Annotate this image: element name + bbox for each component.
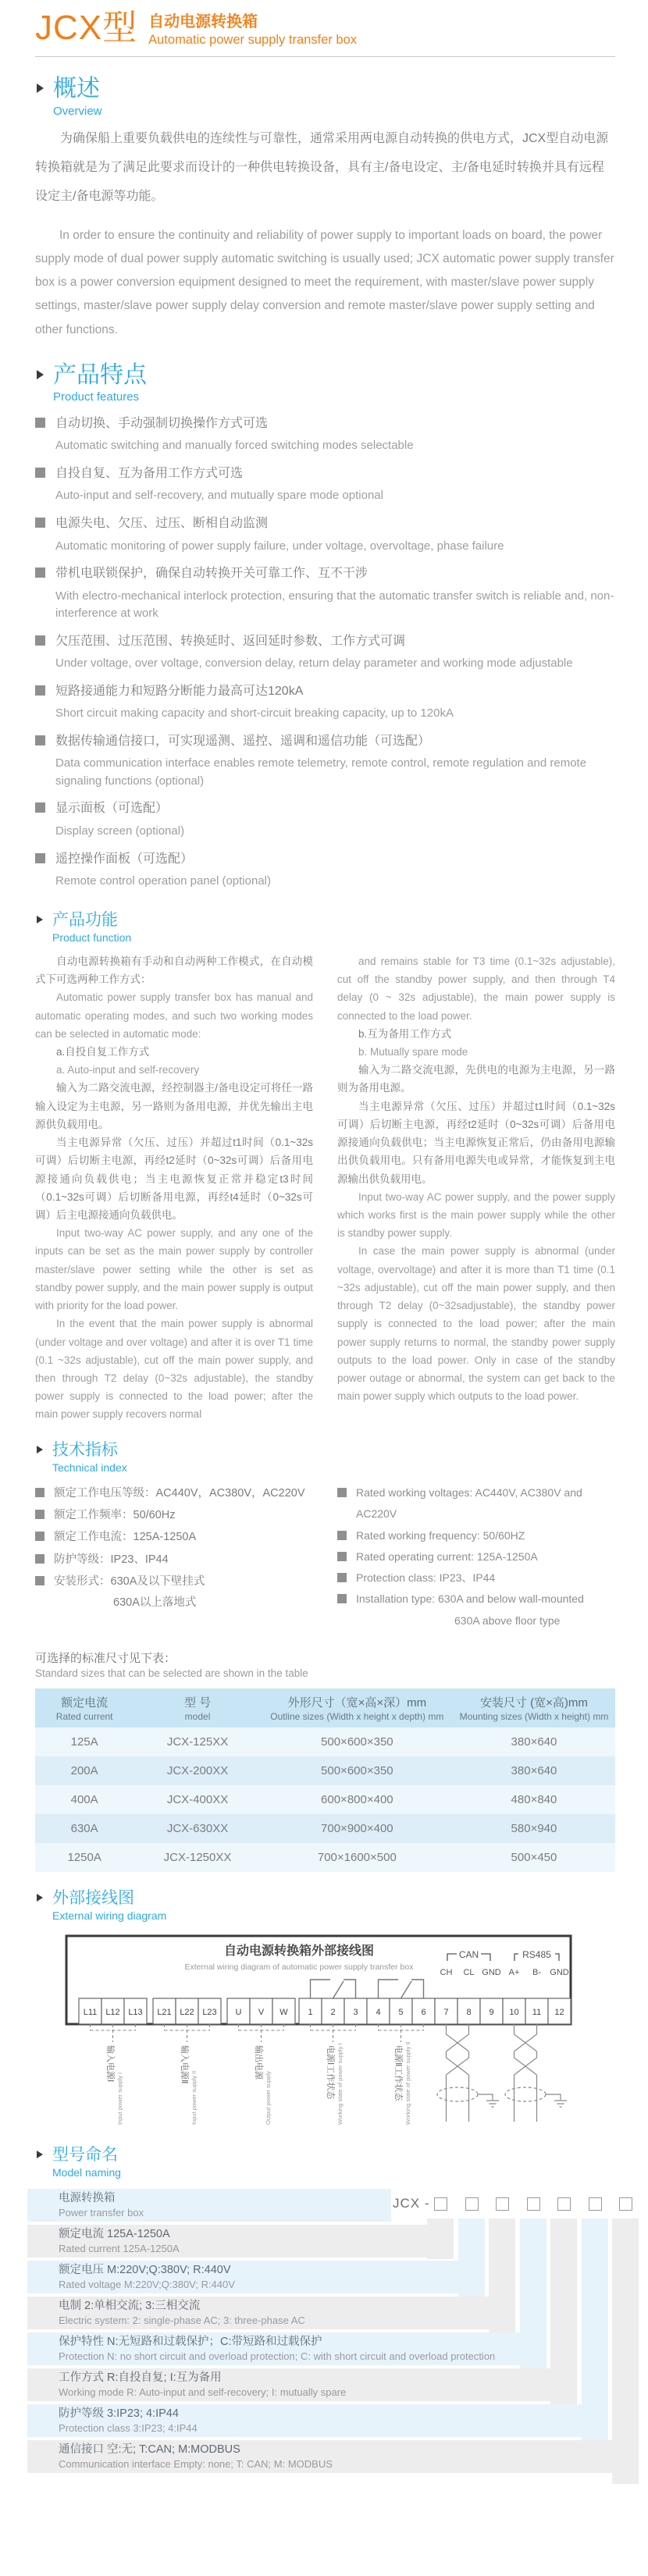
cell-outline-size: 700×900×400 — [262, 1814, 453, 1843]
technical-heading-zh: 技术指标 — [52, 1440, 118, 1459]
product-model-title: JCX型 — [35, 9, 138, 47]
model-naming-diagram — [27, 2189, 644, 2479]
section-arrow-icon — [37, 1446, 43, 1453]
feature-item-zh: 自动切换、手动强制切换操作方式可选 — [35, 415, 615, 432]
group-label-en: Input power supply II — [190, 2070, 198, 2125]
group-label-en: Input power supply I — [116, 2072, 123, 2125]
square-bullet-icon — [35, 853, 45, 863]
feature-item-zh: 遥控操作面板（可选配） — [35, 851, 615, 868]
function-right-column — [337, 952, 615, 1424]
tech-item: 防护等级：IP23、IP44 — [35, 1549, 313, 1571]
section-overview — [35, 76, 615, 341]
model-code-box — [527, 2197, 540, 2211]
square-bullet-icon — [35, 1488, 45, 1497]
square-bullet-icon — [35, 1532, 45, 1541]
terminal-label: L11 — [83, 2007, 98, 2017]
tech-item: Installation type: 630A and below wall-mounted — [337, 1589, 615, 1610]
terminal-label: 5 — [398, 2007, 404, 2017]
terminal-label: 6 — [421, 2007, 426, 2017]
square-bullet-icon — [337, 1573, 347, 1582]
feature-item-en: Under voltage, over voltage, conversion delay, return delay parameter and working mode adjustable — [55, 656, 573, 671]
section-features — [35, 362, 615, 891]
sizes-intro-en: Standard sizes that can be selected are shown in the table — [35, 1667, 308, 1680]
terminal-label: L21 — [157, 2007, 172, 2017]
signal-label-aplus: A+ — [508, 1967, 520, 1977]
function-list-item: b.互为备用工作方式 — [358, 1027, 452, 1040]
cell-rated-current: 200A — [35, 1756, 134, 1785]
tech-item: Rated working voltages: AC440V, AC380V and AC220V — [337, 1482, 615, 1525]
naming-row-rated-current: 额定电流 125A-1250A Rated current 125A-1250A — [27, 2225, 454, 2258]
naming-heading-en: Model naming — [52, 2165, 121, 2179]
tech-item: Protection class: IP23、IP44 — [337, 1567, 615, 1589]
cell-model: JCX-400XX — [134, 1785, 261, 1814]
cell-model: JCX-630XX — [134, 1814, 261, 1843]
model-code-box — [434, 2197, 447, 2211]
signal-label-bminus: B- — [532, 1967, 541, 1977]
section-standard-sizes — [35, 1649, 615, 1872]
technical-left-column — [35, 1482, 313, 1631]
table-row — [35, 1843, 615, 1872]
group-label-zh: 输入电源Ⅰ — [105, 2044, 115, 2082]
function-paragraph: Input two-way AC power supply, and any one of the inputs can be set as the main power supply by controller master/slave power setting while the other is set as standby power supply, and the main power supply is output with priority for the load power. — [35, 1227, 313, 1312]
feature-item-en: Short circuit making capacity and short-circuit breaking capacity, up to 120kA — [55, 706, 454, 720]
signal-label-gnd: GND — [550, 1967, 569, 1977]
page-header — [35, 11, 615, 48]
tech-item: 安装形式：630A及以下壁挂式 — [35, 1571, 313, 1592]
group-label-zh: 输出电源 — [254, 2044, 263, 2080]
function-paragraph: 输入为二路交流电源，先供电的电源为主电源，另一路则为备用电源。 — [337, 1064, 615, 1094]
col-header-rated-current: 额定电流 Rated current — [35, 1688, 134, 1727]
function-list-item: a. Auto-input and self-recovery — [56, 1064, 200, 1076]
function-heading-zh: 产品功能 — [52, 910, 118, 929]
square-bullet-icon — [35, 418, 45, 428]
model-prefix: JCX - — [393, 2195, 430, 2211]
earth-ground-icon — [546, 2094, 567, 2107]
group-label-en: Output power supply — [265, 2070, 272, 2125]
cell-model: JCX-125XX — [134, 1727, 261, 1756]
overview-paragraph-en: In order to ensure the continuity and reliability of power supply to important loads on board, the power supply mode of dual power supply automatic switching is usually used; JCX automatic power supply transfer box is a power conversion equipment designed to meet the requirement, with master/slave power supply settings, master/slave power supply delay conversion and remote master/slave power supply setting and other functions. — [35, 228, 614, 336]
function-list-item: b. Mutually spare mode — [358, 1046, 468, 1059]
square-bullet-icon — [35, 735, 45, 745]
model-code-box — [589, 2197, 602, 2211]
group-bracket — [239, 2024, 284, 2042]
sizes-table-head — [35, 1688, 615, 1727]
features-heading — [35, 362, 615, 405]
cell-rated-current: 125A — [35, 1727, 134, 1756]
section-wiring-diagram — [35, 1889, 615, 2133]
rs485-bus-label: RS485 — [522, 1948, 551, 1960]
group-label-en: Working state of power supply II — [404, 2041, 411, 2125]
function-heading-en: Product function — [52, 930, 132, 944]
sizes-table-body — [35, 1727, 615, 1872]
section-product-function — [35, 911, 615, 1424]
function-paragraph: In the event that the main power supply is abnormal (under voltage and over voltage) and after it is over T1 time (0.1 ~32s adjustable), cut off the main power supply, and then through T2 delay (0~32s adjustable), the standby power supply is connected to the load power; after the main power supply recovers normal — [35, 1318, 313, 1421]
naming-row-protection: 保护特性 N:无短路和过载保护；C:带短路和过载保护 Protection N: no short circuit and overload protection; C: with short circuit and overload protection — [27, 2332, 547, 2365]
section-arrow-icon — [37, 370, 44, 379]
signal-label-gnd: GND — [482, 1967, 501, 1977]
section-arrow-icon — [37, 916, 43, 923]
cell-mounting-size: 580×940 — [453, 1814, 615, 1843]
cell-rated-current: 1250A — [35, 1843, 134, 1872]
product-title-en: Automatic power supply transfer box — [148, 33, 358, 47]
cell-mounting-size: 380×640 — [453, 1756, 615, 1785]
cell-outline-size: 600×800×400 — [262, 1785, 453, 1814]
col-header-mounting-sizes: 安装尺寸 (宽×高)mm Mounting sizes (Width x height) mm — [453, 1688, 615, 1727]
square-bullet-icon — [35, 568, 45, 578]
cell-model: JCX-200XX — [134, 1756, 261, 1785]
sizes-table — [35, 1688, 615, 1872]
twisted-pair-can — [437, 2024, 499, 2122]
naming-row-electric-system: 电制 2:单相交流; 3:三相交流 Electric system: 2: single-phase AC; 3: three-phase AC — [27, 2297, 515, 2329]
signal-label-cl: CL — [463, 1967, 475, 1977]
group-label-zh: 输入电源Ⅱ — [180, 2044, 189, 2084]
cell-rated-current: 400A — [35, 1785, 134, 1814]
group-bracket — [311, 2024, 356, 2042]
function-paragraph: Input two-way AC power supply, and the power supply which works first is the main power supply while the other is standby power supply. — [337, 1190, 615, 1240]
sizes-intro-zh: 可选择的标准尺寸见下表： — [35, 1652, 176, 1666]
square-bullet-icon — [35, 468, 45, 478]
technical-heading-en: Technical index — [52, 1461, 127, 1474]
terminal-label: L12 — [105, 2007, 120, 2017]
terminal-label: 9 — [489, 2007, 494, 2017]
feature-item-zh: 数据传输通信接口，可实现遥测、遥控、遥调和遥信功能（可选配） — [35, 733, 615, 750]
feature-item-zh: 欠压范围、过压范围、转换延时、返回延时参数、工作方式可调 — [35, 633, 615, 650]
terminal-label: 4 — [376, 2007, 381, 2017]
group-bracket — [379, 2024, 424, 2042]
col-header-model: 型 号 model — [134, 1688, 261, 1727]
product-title-zh: 自动电源转换箱 — [148, 13, 258, 30]
function-paragraph: 当主电源异常（欠压、过压）并超过t1时间（0.1~32s可调）后切断主电源，再经t2延时（0~32s可调）后备用电源接通向负载供电；当主电源恢复正常并稳定t3时间（0.1~32s可调）后切断备用电源，再经t4延时（0~32s可调）后主电源接通向负载供电。 — [35, 1137, 313, 1221]
function-left-column — [35, 952, 313, 1424]
overview-heading-en: Overview — [53, 104, 102, 118]
terminal-label: L13 — [128, 2007, 143, 2017]
tech-item-extra: 630A above floor type — [454, 1614, 561, 1627]
naming-heading-zh: 型号命名 — [52, 2145, 118, 2164]
square-bullet-icon — [337, 1552, 347, 1561]
tech-item-extra: 630A以上落地式 — [113, 1596, 197, 1610]
cell-outline-size: 700×1600×500 — [262, 1843, 453, 1872]
naming-row-protection-class: 防护等级 3:IP23; 4:IP44 Protection class 3:IP23; 4:IP44 — [27, 2404, 608, 2437]
earth-ground-icon — [478, 2094, 499, 2107]
feature-item-en: Display screen (optional) — [55, 824, 185, 838]
terminal-label: 11 — [532, 2007, 542, 2017]
terminal-label: U — [235, 2007, 242, 2017]
naming-row-rated-voltage: 额定电压 M:220V;Q:380V; R:440V Rated voltage M:220V;Q:380V; R:440V — [27, 2261, 485, 2293]
terminal-strip — [79, 1998, 571, 2024]
terminal-label: 2 — [330, 2007, 336, 2017]
wiring-heading-zh: 外部接线图 — [52, 1889, 134, 1908]
square-bullet-icon — [35, 518, 45, 528]
overview-heading — [35, 76, 615, 119]
section-arrow-icon — [37, 84, 44, 93]
function-paragraph: 输入为二路交流电源，经控制器主/备电设定可将任一路输入设定为主电源，另一路则为备用电源，并优先输出主电源供负载用电。 — [35, 1082, 313, 1130]
overview-paragraph-zh: 为确保船上重要负载供电的连续性与可靠性，通常采用两电源自动转换的供电方式，JCX型自动电源转换箱就是为了满足此要求而设计的一种供电转换设备，具有主/备电设定、主/备电延时转换并具有远程设定主/备电源等功能。 — [35, 132, 609, 203]
terminal-label: 7 — [443, 2007, 449, 2017]
function-paragraph: 当主电源异常（欠压、过压）并超过t1时间（0.1~32s可调）后切断主电源，再经t2延时（0~32s可调）后备用电源接通向负载供电；当主电源恢复正常后，仍由备用电源输出供负载用电。只有备用电源失电或异常，才能恢复到主电源输出供负载用电。 — [337, 1100, 615, 1185]
naming-row-power-transfer-box: 电源转换箱 Power transfer box — [27, 2189, 391, 2222]
product-titles — [148, 11, 357, 48]
cell-model: JCX-1250XX — [134, 1843, 261, 1872]
feature-item-en: Data communication interface enables remote telemetry, remote control, remote regulation and remote signaling functions (optional) — [55, 756, 587, 788]
overview-heading-zh: 概述 — [53, 76, 100, 102]
wiring-title-en: External wiring diagram of automatic power supply transfer box — [184, 1962, 414, 1972]
terminal-label: W — [279, 2007, 288, 2017]
terminal-label: V — [258, 2007, 265, 2017]
function-paragraph: In case the main power supply is abnormal (under voltage, overvoltage) and after it is more than T1 time (0.1 ~32s adjustable), cut off the main power supply, and then through T2 delay (0~32sadjustable), the standby power supply is connected to the load power; after the main power supply returns to normal, the standby power supply outputs to the load power. Only in case of the standby power outage or abnormal, the system can get back to the main power supply which outputs to the load power. — [337, 1245, 615, 1403]
square-bullet-icon — [337, 1488, 347, 1497]
table-row — [35, 1756, 615, 1785]
wiring-diagram-svg — [65, 1934, 574, 2129]
model-code-box — [496, 2197, 509, 2211]
terminal-label: 3 — [353, 2007, 358, 2017]
cell-mounting-size: 380×640 — [453, 1727, 615, 1756]
features-heading-zh: 产品特点 — [53, 361, 147, 388]
feature-item-zh: 带机电联锁保护，确保自动转换开关可靠工作、互不干涉 — [35, 565, 615, 582]
cable-shield-icon — [437, 2087, 478, 2101]
square-bullet-icon — [35, 1554, 45, 1564]
group-bracket — [165, 2024, 210, 2042]
model-code-box — [619, 2197, 632, 2211]
tech-item: 额定工作电流：125A-1250A — [35, 1526, 313, 1548]
function-heading — [35, 911, 615, 945]
function-list-item: a.自投自复工作方式 — [56, 1046, 150, 1059]
function-columns — [35, 952, 615, 1424]
cell-mounting-size: 480×840 — [453, 1785, 615, 1814]
group-label-en: Working state of power supply I — [336, 2043, 344, 2125]
features-list — [35, 415, 615, 891]
square-bullet-icon — [337, 1531, 347, 1540]
cell-outline-size: 500×600×350 — [262, 1727, 453, 1756]
terminal-label: 12 — [554, 2007, 564, 2017]
square-bullet-icon — [35, 1510, 45, 1519]
square-bullet-icon — [35, 685, 45, 696]
table-row — [35, 1785, 615, 1814]
terminal-label: L22 — [180, 2007, 194, 2017]
function-paragraph: Automatic power supply transfer box has manual and automatic operating modes, and such two working modes can be selected in automatic mode: — [35, 991, 313, 1040]
square-bullet-icon — [35, 635, 45, 646]
wiring-title-zh: 自动电源转换箱外部接线图 — [223, 1944, 375, 1958]
naming-heading — [35, 2146, 615, 2179]
cell-rated-current: 630A — [35, 1814, 134, 1843]
cable-shield-icon — [505, 2087, 546, 2101]
feature-item-en: Auto-input and self-recovery, and mutually spare mode optional — [55, 489, 383, 503]
square-bullet-icon — [337, 1594, 347, 1603]
can-bus-label: CAN — [458, 1948, 479, 1960]
table-header-row — [35, 1688, 615, 1727]
feature-item-zh: 自投自复、互为备用工作方式可选 — [35, 465, 615, 482]
feature-item-zh: 短路接通能力和短路分断能力最高可达120kA — [35, 683, 615, 700]
feature-item-en: Automatic monitoring of power supply failure, under voltage, overvoltage, phase failure — [55, 539, 504, 553]
terminal-label: 8 — [466, 2007, 472, 2017]
tech-item: 额定工作电压等级：AC440V，AC380V，AC220V — [35, 1482, 313, 1504]
function-paragraph: 自动电源转换箱有手动和自动两种工作模式，在自动模式下可选两种工作方式： — [35, 955, 313, 986]
features-heading-en: Product features — [53, 390, 140, 404]
terminal-label: L23 — [202, 2007, 217, 2017]
tech-item: Rated operating current: 125A-1250A — [337, 1546, 615, 1567]
feature-item-en: Automatic switching and manually forced switching modes selectable — [55, 439, 414, 453]
technical-right-column — [337, 1482, 615, 1631]
group-bracket — [91, 2024, 136, 2042]
naming-row-working-mode: 工作方式 R:自投自复; I:互为备用 Working mode R: Auto-input and self-recovery; I: mutually spare — [27, 2368, 577, 2401]
group-label-zh: 电源Ⅰ工作状态 — [326, 2044, 335, 2099]
terminal-label: 10 — [509, 2007, 519, 2017]
square-bullet-icon — [35, 1576, 45, 1585]
section-arrow-icon — [37, 1894, 43, 1902]
naming-row-communication-interface: 通信接口 空:无; T:CAN; M:MODBUS Communication interface Empty: none; T: CAN; M: MODBUS — [27, 2440, 639, 2473]
model-code-box — [557, 2197, 571, 2211]
wiring-diagram — [65, 1934, 615, 2133]
wiring-heading-en: External wiring diagram — [52, 1909, 167, 1923]
table-row — [35, 1814, 615, 1843]
group-labels — [105, 2041, 411, 2125]
function-paragraph: and remains stable for T3 time (0.1~32s adjustable), cut off the standby power supply, and then through T4 delay (0 ~ 32s adjustable), the main power supply is connected to the load power. — [337, 955, 615, 1022]
tech-item: 额定工作频率：50/60Hz — [35, 1504, 313, 1526]
section-technical-index — [35, 1441, 615, 1631]
col-header-outline-sizes: 外形尺寸（宽×高×深）mm Outline sizes (Width x height x depth) mm — [262, 1688, 453, 1727]
tech-item: Rated working frequency: 50/60HZ — [337, 1525, 615, 1546]
header-divider — [35, 56, 615, 57]
technical-heading — [35, 1441, 615, 1475]
feature-item-en: With electro-mechanical interlock protection, ensuring that the automatic transfer switch is reliable and, non-interference at work — [55, 589, 614, 621]
group-brackets — [91, 2024, 424, 2042]
cell-outline-size: 500×600×350 — [262, 1756, 453, 1785]
twisted-pair-rs485 — [505, 2024, 567, 2122]
section-model-naming — [35, 2146, 615, 2479]
technical-columns — [35, 1482, 615, 1631]
table-row — [35, 1727, 615, 1756]
square-bullet-icon — [35, 802, 45, 813]
feature-item-zh: 电源失电、欠压、过压、断相自动监测 — [35, 515, 615, 532]
terminal-label: 1 — [308, 2007, 313, 2017]
signal-label-ch: CH — [440, 1967, 453, 1977]
feature-item-zh: 显示面板（可选配） — [35, 800, 615, 817]
section-arrow-icon — [37, 2151, 43, 2158]
twisted-pair-wires — [447, 2024, 469, 2122]
cell-mounting-size: 500×450 — [453, 1843, 615, 1872]
group-label-zh: 电源Ⅱ工作状态 — [393, 2044, 403, 2101]
wiring-heading — [35, 1889, 615, 1923]
twisted-pair-wires — [514, 2024, 537, 2122]
model-code-box — [465, 2197, 479, 2211]
feature-item-en: Remote control operation panel (optional) — [55, 874, 271, 888]
